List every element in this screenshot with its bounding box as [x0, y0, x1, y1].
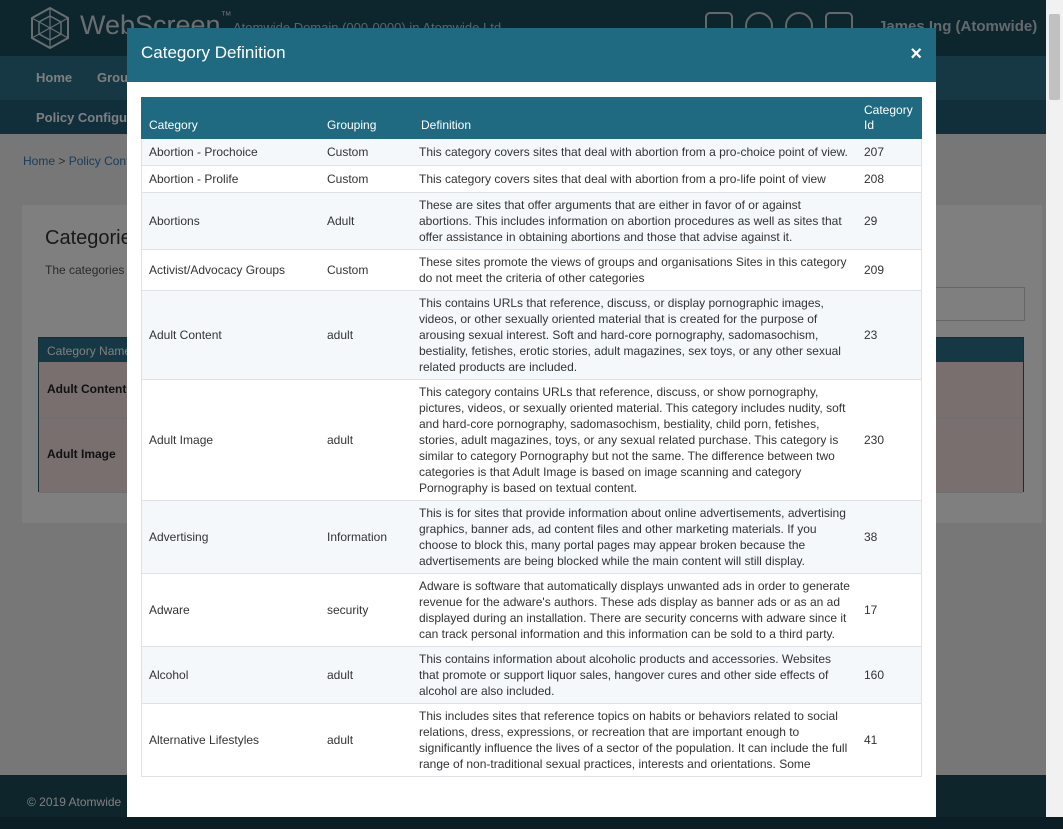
close-icon[interactable]: × [910, 43, 922, 65]
grouping-cell: adult [319, 704, 413, 777]
dialog-header [127, 28, 936, 82]
column-header-grouping[interactable]: Grouping [319, 97, 413, 139]
scrollbar-thumb[interactable] [1049, 14, 1060, 100]
category-cell: Abortion - Prolife [141, 166, 319, 193]
table-row[interactable] [141, 250, 922, 291]
category-id-cell: 230 [856, 380, 922, 501]
category-definition-table [141, 97, 922, 777]
category-cell: Abortions [141, 193, 319, 250]
definition-cell: This category covers sites that deal with abortion from a pro-life point of view [413, 166, 856, 193]
definition-cell: This category covers sites that deal with abortion from a pro-choice point of view. [413, 139, 856, 166]
table-row[interactable] [141, 139, 922, 166]
table-body [141, 139, 922, 777]
bottom-strip [0, 817, 1063, 829]
category-id-cell: 29 [856, 193, 922, 250]
category-id-cell: 41 [856, 704, 922, 777]
grouping-cell: Custom [319, 250, 413, 291]
category-id-cell: 23 [856, 291, 922, 380]
table-row[interactable] [141, 574, 922, 647]
table-row[interactable] [141, 704, 922, 777]
definition-cell: This category contains URLs that reference, discuss, or show pornography, pictures, videos, or sexually oriented material. This category includes nudity, soft and hard-core pornography, sadomasochism, bestiality, child porn, fetishes, stories, adult magazines, toys, or any sexual related purchase. This category is similar to category Pornography but not the same. The difference between two categories is that Adult Image is based on image scanning and category Pornography is based on textual content. [413, 380, 856, 501]
definition-cell: This contains information about alcoholic products and accessories. Websites that promote or support liquor sales, hangover cures and other side effects of alcohol are also included. [413, 647, 856, 704]
definition-cell: This includes sites that reference topics on habits or behaviors related to social relations, dress, expressions, or recreation that are important enough to significantly influence the lives of a sector of the population. It can include the full range of non-traditional sexual practices, interests and orientations. Some [413, 704, 856, 777]
category-id-cell: 38 [856, 501, 922, 574]
table-row[interactable] [141, 166, 922, 193]
dialog-title: Category Definition [141, 43, 286, 62]
grouping-cell: security [319, 574, 413, 647]
table-row[interactable] [141, 380, 922, 501]
column-header-category[interactable]: Category [141, 97, 319, 139]
category-id-cell: 207 [856, 139, 922, 166]
category-id-cell: 17 [856, 574, 922, 647]
definition-cell: Adware is software that automatically displays unwanted ads in order to generate revenue for the adware's authors. These ads display as banner ads or as an ad displayed during an installation. There are security concerns with adware since it can track personal information and this information can be sold to a third party. [413, 574, 856, 647]
category-cell: Activist/Advocacy Groups [141, 250, 319, 291]
table-header-row [141, 97, 922, 139]
table-row[interactable] [141, 501, 922, 574]
column-header-category-id[interactable]: Category Id [856, 97, 922, 139]
dialog-body [141, 97, 922, 777]
definition-cell: This contains URLs that reference, discuss, or display pornographic images, videos, or other sexually oriented material that is created for the purpose of arousing sexual interest. Soft and hard-core pornography, sadomasochism, bestiality, fetishes, erotic stories, adult magazines, sex toys, or any other sexual related products are included. [413, 291, 856, 380]
category-id-cell: 209 [856, 250, 922, 291]
table-row[interactable] [141, 647, 922, 704]
category-cell: Adware [141, 574, 319, 647]
definition-cell: These sites promote the views of groups and organisations Sites in this category do not meet the criteria of other categories [413, 250, 856, 291]
grouping-cell: adult [319, 647, 413, 704]
category-cell: Alcohol [141, 647, 319, 704]
grouping-cell: Custom [319, 166, 413, 193]
definition-cell: This is for sites that provide information about online advertisements, advertising graphics, banner ads, ad content files and other marketing materials. If you choose to block this, many portal pages may appear broken because the advertisements are being blocked while the main content will still display. [413, 501, 856, 574]
table-row[interactable] [141, 291, 922, 380]
grouping-cell: Information [319, 501, 413, 574]
grouping-cell: Custom [319, 139, 413, 166]
category-cell: Alternative Lifestyles [141, 704, 319, 777]
grouping-cell: adult [319, 291, 413, 380]
definition-cell: These are sites that offer arguments that are either in favor of or against abortions. This includes information on abortion procedures as well as sites that offer assistance in obtaining abortions and those that advise against it. [413, 193, 856, 250]
grouping-cell: adult [319, 380, 413, 501]
category-cell: Advertising [141, 501, 319, 574]
category-cell: Adult Image [141, 380, 319, 501]
category-definition-dialog [127, 28, 936, 817]
column-header-definition[interactable]: Definition [413, 97, 856, 139]
page-scrollbar[interactable] [1046, 0, 1063, 817]
grouping-cell: Adult [319, 193, 413, 250]
category-id-cell: 208 [856, 166, 922, 193]
category-id-cell: 160 [856, 647, 922, 704]
category-cell: Abortion - Prochoice [141, 139, 319, 166]
table-row[interactable] [141, 193, 922, 250]
category-cell: Adult Content [141, 291, 319, 380]
